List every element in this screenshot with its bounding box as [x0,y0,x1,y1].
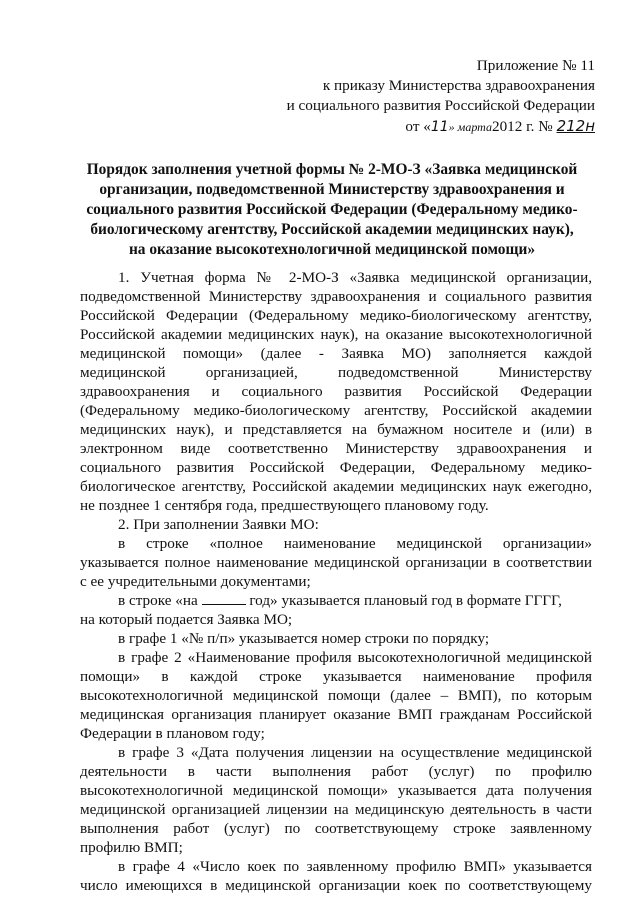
appendix-ministry: и социального развития Российской Федерации [286,97,595,114]
body-line: число имеющихся в медицинской организации коек по соответствующему [80,877,592,894]
body-line: 1. Учетная форма № 2-МО-З «Заявка медицинской организации, [118,269,592,286]
body-line: Российской Федерации (Федеральному медико-биологическому агентству, [80,307,592,324]
body-line: в графе 2 «Наименование профиля высокотехнологичной медицинской [118,649,592,666]
body-line-year [80,591,592,610]
handwritten-day: 11 [430,119,449,135]
body-line: подведомственной Министерству здравоохранения и социального развития [80,288,592,305]
date-year: 2012 г. № [491,118,553,135]
body-line: 2. При заполнении Заявки МО: [118,516,319,533]
year-line-start: в строке «на [118,592,198,609]
body-line: не позднее 1 сентября года, предшествующего плановому году. [80,497,489,514]
body-line: в строке «полное наименование медицинской организации» [118,535,592,552]
document-title [72,160,592,260]
body-line: электронном виде соответственно Министерству здравоохранения и [80,440,592,457]
body-line: (Федеральному медико-биологическому агентству, Российской академии [80,402,592,419]
body-line: профилю ВМП; [80,839,183,856]
body-line: высокотехнологичной медицинской помощи (далее – ВМП), по которым [80,687,592,704]
body-line: медицинской организацией лицензии на медицинскую деятельность в части [80,801,592,818]
body-line: в графе 4 «Число коек по заявленному профилю ВМП» указывается [118,858,592,875]
body-line: помощи» в каждой строке указывается наименование профиля [80,668,592,685]
body-line: здравоохранения и социального развития Российской Федерации [80,383,592,400]
year-blank-underline [202,592,246,605]
body-line: в графе 3 «Дата получения лицензии на осуществление медицинской [118,744,592,761]
title-line: на оказание высокотехнологичной медицинской помощи» [128,241,536,258]
date-month: » марта [448,120,492,134]
document-body [80,268,592,895]
appendix-date-line [255,116,595,137]
body-line: медицинских наук), и представляется на бумажном носителе и (или) в [80,421,592,438]
body-line: Федерации в плановом году; [80,725,265,742]
body-line: Российской академии медицинских наук), на оказание высокотехнологичной [80,326,592,343]
appendix-order-ref: к приказу Министерства здравоохранения [322,77,595,94]
body-line: медицинской помощи» (далее - Заявка МО) заполняется каждой [80,345,592,362]
body-line: медицинской организацией, подведомственной Министерству [80,364,592,381]
body-line: биологическое агентству, Российской академии медицинских наук ежегодно, [80,478,592,495]
body-line: с ее учредительными документами; [80,573,311,590]
body-line: выполнения работ (услуг) по соответствующему строке заявленному [80,820,592,837]
year-line-end: год» указывается плановый год в формате ГГГГ, [249,592,562,609]
body-line: на который подается Заявка МО; [80,611,293,628]
appendix-header [255,56,595,137]
body-line: социального развития Российской Федерации, Федеральному медико- [80,459,592,476]
body-line: в графе 1 «№ п/п» указывается номер строки по порядку; [118,630,490,647]
date-prefix: от « [405,118,431,135]
body-line: высокотехнологичной медицинской помощи» указывается дата получения [80,782,592,799]
title-line: организации, подведомственной Министерству здравоохранения и [99,181,565,198]
handwritten-order-number: 212н [556,117,595,135]
title-line: Порядок заполнения учетной формы № 2-МО-З «Заявка медицинской [86,161,578,178]
body-line: медицинская организация планирует оказание ВМП гражданам Российской [80,706,592,723]
body-line: указывается полное наименование медицинской организации в соответствии [80,554,592,571]
appendix-number: Приложение № 11 [476,57,595,74]
body-line: деятельности в части выполнения работ (услуг) по профилю [80,763,592,780]
title-line: биологическому агентству, Российской академии медицинских наук), [90,221,574,238]
title-line: социального развития Российской Федерации (Федеральному медико- [86,201,578,218]
